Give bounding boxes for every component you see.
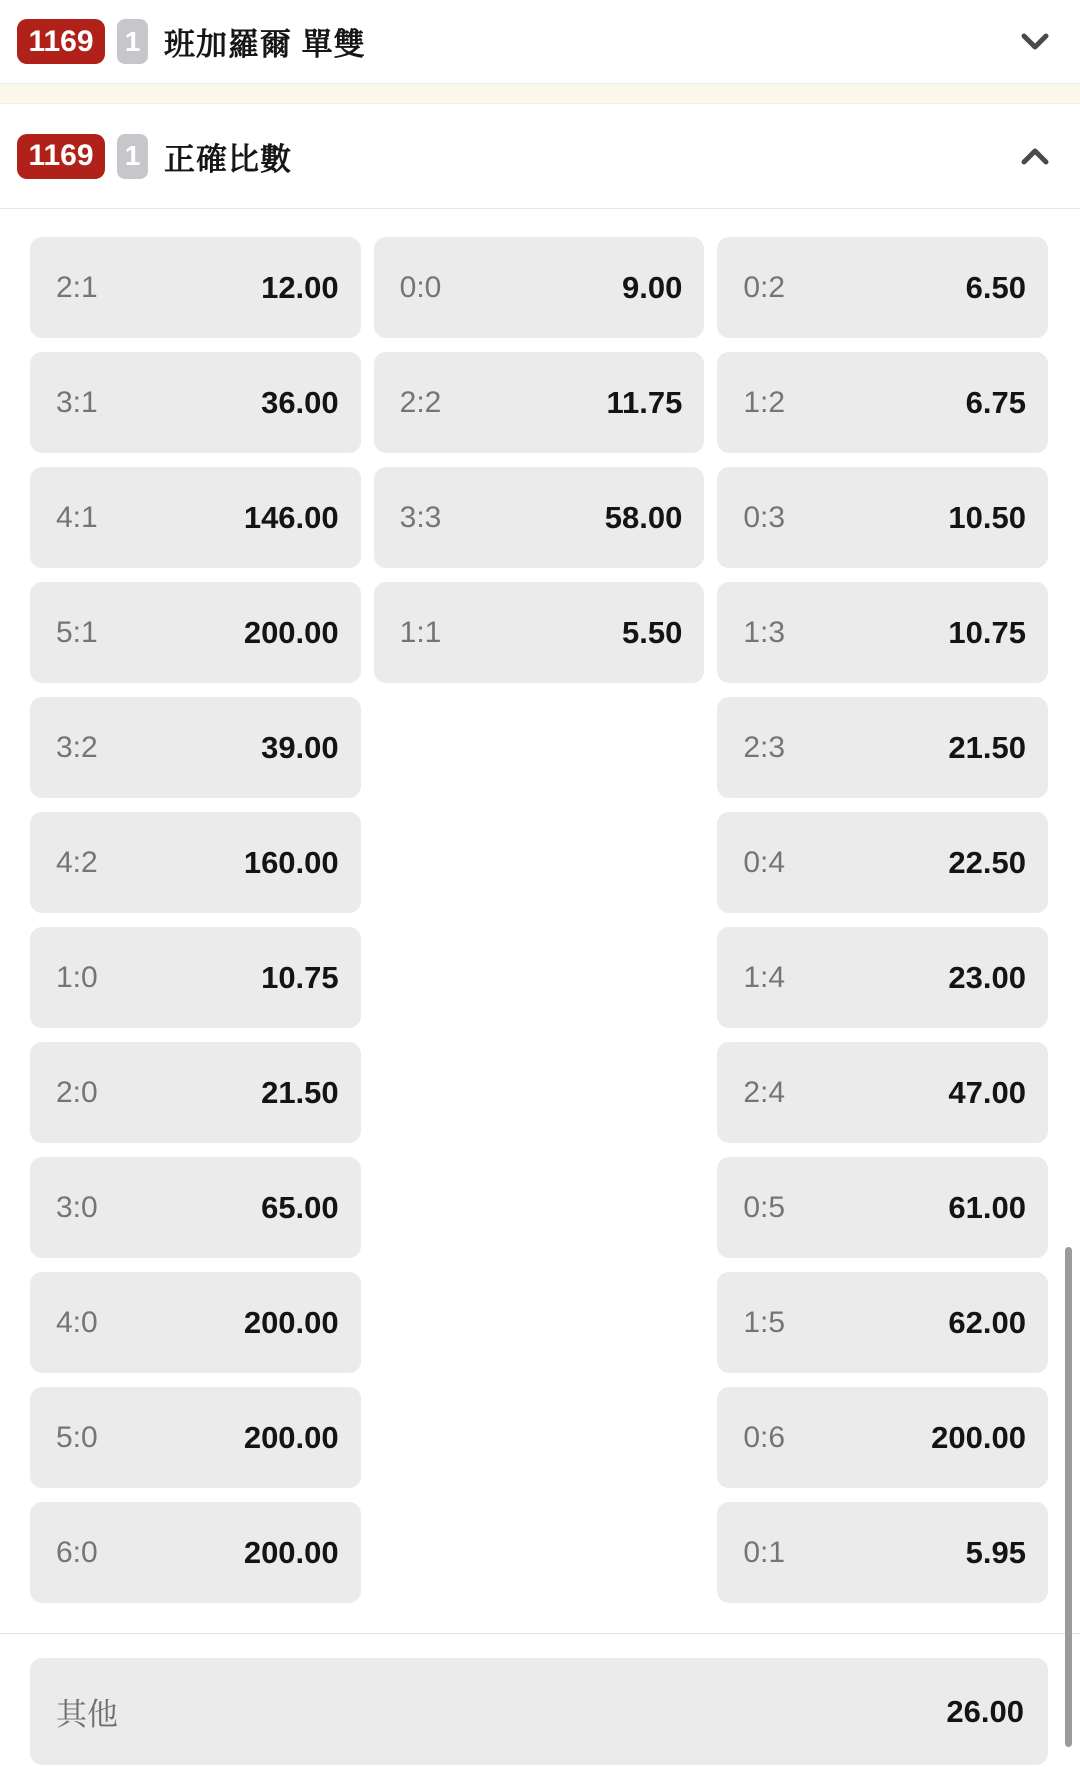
score-label: 4:2 xyxy=(56,845,98,879)
score-odds-cell[interactable] xyxy=(717,1387,1048,1488)
score-label: 3:2 xyxy=(56,730,98,764)
score-label: 2:1 xyxy=(56,270,98,304)
score-odds-cell[interactable] xyxy=(717,1157,1048,1258)
odds-value: 12.00 xyxy=(261,269,339,305)
score-label: 5:0 xyxy=(56,1420,98,1454)
odds-value: 22.50 xyxy=(948,844,1026,880)
odds-value: 39.00 xyxy=(261,729,339,765)
odds-value: 146.00 xyxy=(243,499,339,535)
scrollbar-thumb[interactable] xyxy=(1065,1247,1072,1747)
score-label: 2:0 xyxy=(56,1075,98,1109)
score-odds-cell[interactable] xyxy=(30,927,361,1028)
market-title: 正確比數 xyxy=(164,141,292,177)
score-odds-cell[interactable] xyxy=(717,812,1048,913)
odds-value: 200.00 xyxy=(243,1304,339,1340)
score-odds-cell[interactable] xyxy=(717,1272,1048,1373)
score-column xyxy=(717,237,1048,1603)
score-label: 1:3 xyxy=(743,615,786,649)
section-separator xyxy=(0,84,1080,104)
score-odds-cell[interactable] xyxy=(30,1042,361,1143)
score-label: 0:5 xyxy=(743,1190,786,1224)
score-label: 5:1 xyxy=(56,615,98,649)
score-odds-cell[interactable] xyxy=(374,237,705,338)
score-label: 1:2 xyxy=(743,385,786,419)
score-label: 0:6 xyxy=(743,1420,786,1454)
score-label: 2:2 xyxy=(399,385,442,419)
odds-value: 200.00 xyxy=(243,1419,339,1455)
score-odds-cell[interactable] xyxy=(717,1502,1048,1603)
score-odds-cell[interactable] xyxy=(717,697,1048,798)
score-label: 1:4 xyxy=(743,960,786,994)
odds-value: 6.75 xyxy=(965,384,1026,420)
score-label: 0:2 xyxy=(743,270,786,304)
score-odds-cell[interactable] xyxy=(374,467,705,568)
score-label: 6:0 xyxy=(56,1535,98,1569)
score-odds-cell[interactable] xyxy=(30,1502,361,1603)
score-label: 2:4 xyxy=(743,1075,786,1109)
odds-value: 160.00 xyxy=(243,844,339,880)
score-odds-cell[interactable] xyxy=(30,1272,361,1373)
score-odds-cell[interactable] xyxy=(717,582,1048,683)
divider xyxy=(0,1633,1080,1634)
odds-value: 62.00 xyxy=(948,1304,1026,1340)
score-label: 0:0 xyxy=(399,270,442,304)
score-odds-cell[interactable] xyxy=(717,467,1048,568)
score-odds-cell[interactable] xyxy=(30,1387,361,1488)
score-label: 3:3 xyxy=(399,500,442,534)
odds-value: 5.50 xyxy=(621,614,683,650)
market-code-badge: 1169 xyxy=(17,134,105,179)
score-label: 4:1 xyxy=(56,500,98,534)
odds-value: 65.00 xyxy=(261,1189,339,1225)
other-odds-cell[interactable] xyxy=(30,1658,1048,1765)
odds-value: 6.50 xyxy=(965,269,1026,305)
score-label: 1:0 xyxy=(56,960,98,994)
score-odds-cell[interactable] xyxy=(30,467,361,568)
score-column xyxy=(374,237,705,1603)
score-odds-cell[interactable] xyxy=(30,697,361,798)
odds-value: 9.00 xyxy=(621,269,683,305)
odds-value: 58.00 xyxy=(604,499,683,535)
score-label: 1:5 xyxy=(743,1305,786,1339)
odds-value: 21.50 xyxy=(261,1074,339,1110)
score-label: 3:1 xyxy=(56,385,98,419)
score-label: 4:0 xyxy=(56,1305,98,1339)
score-odds-cell[interactable] xyxy=(30,582,361,683)
score-odds-cell[interactable] xyxy=(30,1157,361,1258)
score-odds-cell[interactable] xyxy=(717,352,1048,453)
odds-value: 200.00 xyxy=(931,1419,1026,1455)
odds-value: 10.75 xyxy=(948,614,1026,650)
score-odds-cell[interactable] xyxy=(374,582,705,683)
odds-value: 61.00 xyxy=(948,1189,1026,1225)
odds-value: 5.95 xyxy=(965,1534,1026,1570)
score-label: 2:3 xyxy=(743,730,786,764)
market-count-badge: 1 xyxy=(117,134,148,179)
odds-value: 11.75 xyxy=(606,384,683,420)
market-header-correct-score[interactable] xyxy=(0,104,1080,209)
score-label: 0:3 xyxy=(743,500,786,534)
odds-value: 47.00 xyxy=(948,1074,1026,1110)
odds-value: 10.75 xyxy=(261,959,339,995)
score-odds-cell[interactable] xyxy=(717,237,1048,338)
score-odds-cell[interactable] xyxy=(717,1042,1048,1143)
score-column xyxy=(30,237,361,1603)
score-label: 0:1 xyxy=(743,1535,786,1569)
score-odds-cell[interactable] xyxy=(717,927,1048,1028)
market-title: 班加羅爾 單雙 xyxy=(164,27,366,62)
other-label: 其他 xyxy=(56,1697,118,1732)
score-odds-cell[interactable] xyxy=(30,812,361,913)
score-odds-cell[interactable] xyxy=(30,237,361,338)
score-label: 1:1 xyxy=(399,615,442,649)
chevron-down-icon[interactable] xyxy=(1020,32,1050,52)
odds-value: 26.00 xyxy=(946,1693,1024,1729)
odds-value: 21.50 xyxy=(948,729,1026,765)
score-odds-cell[interactable] xyxy=(374,352,705,453)
odds-value: 200.00 xyxy=(243,1534,339,1570)
score-label: 3:0 xyxy=(56,1190,98,1224)
score-odds-cell[interactable] xyxy=(30,352,361,453)
score-grid xyxy=(0,209,1080,1603)
odds-value: 36.00 xyxy=(261,384,339,420)
odds-value: 200.00 xyxy=(243,614,339,650)
market-header-odd-even[interactable] xyxy=(0,0,1080,84)
score-label: 0:4 xyxy=(743,845,786,879)
market-code-badge: 1169 xyxy=(17,19,105,64)
odds-value: 10.50 xyxy=(948,499,1026,535)
market-count-badge: 1 xyxy=(117,19,148,64)
chevron-up-icon[interactable] xyxy=(1020,146,1050,166)
odds-value: 23.00 xyxy=(948,959,1026,995)
